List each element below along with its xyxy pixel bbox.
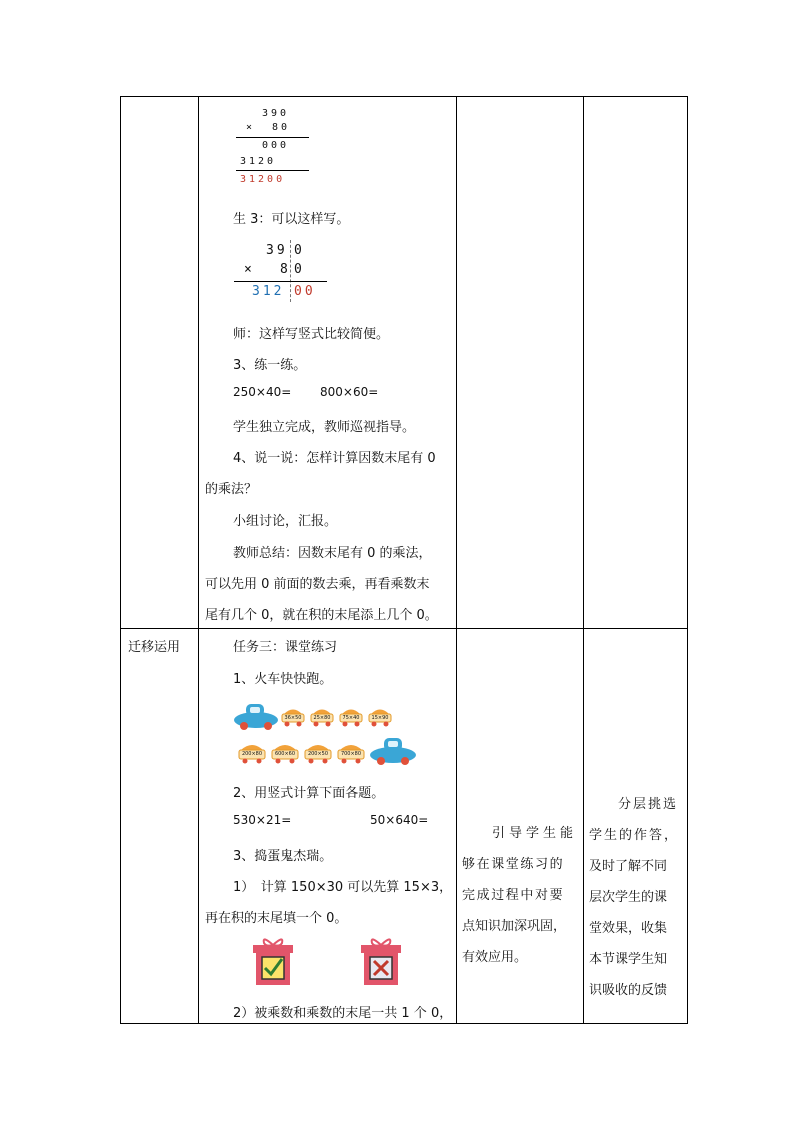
wagon xyxy=(310,705,334,727)
summary-line-2: 可以先用 0 前面的数去乘，再看乘数末 xyxy=(205,577,430,592)
wagon-label: 200×50 xyxy=(307,751,329,757)
calc1-rule-1 xyxy=(236,137,309,138)
wagon xyxy=(339,705,363,727)
gift-cross-icon xyxy=(358,935,404,987)
train-title: 1、火车快快跑。 xyxy=(233,672,333,687)
calc2-multiplicand-zero: 0 xyxy=(294,243,305,258)
calc2-multiplicand-head: 39 xyxy=(266,243,288,258)
col4-line-1: 分层挑选 xyxy=(618,797,679,812)
summary-line-3: 尾有几个 0，就在积的末尾添上几个 0。 xyxy=(205,608,438,623)
col4-line-7: 识吸收的反馈 xyxy=(589,983,668,998)
calc1-result: 31200 xyxy=(240,174,286,185)
calc2-rule xyxy=(234,281,327,282)
gift-check-icon xyxy=(250,935,296,987)
item1-line-2: 再在积的末尾填一个 0。 xyxy=(205,911,348,926)
vertical-calc-title: 2、用竖式计算下面各题。 xyxy=(233,786,385,801)
student3-text: 生 3：可以这样写。 xyxy=(233,212,350,227)
say-line-1: 4、说一说：怎样计算因数末尾有 0 xyxy=(233,451,436,466)
calc2-multiplier-head: 8 xyxy=(280,262,291,277)
col-divider-2 xyxy=(456,97,457,1023)
col3-line-1: 引导学生能 xyxy=(492,826,578,841)
col-divider-3 xyxy=(583,97,584,1023)
wagon xyxy=(238,740,266,764)
wagon-label: 36×50 xyxy=(284,715,302,721)
col4-line-4: 层次学生的课 xyxy=(589,890,668,905)
wagon-label: 600×60 xyxy=(274,751,296,757)
wagon-label: 15×90 xyxy=(371,715,389,721)
col3-line-3: 完成过程中对要 xyxy=(462,888,565,903)
train-engine-icon xyxy=(232,700,280,730)
col4-line-5: 堂效果，收集 xyxy=(589,921,668,936)
wagon xyxy=(304,740,332,764)
practice-q2: 800×60= xyxy=(320,385,379,399)
wagon-label: 700×80 xyxy=(340,751,362,757)
wagon xyxy=(281,705,305,727)
calc2-result-head: 312 xyxy=(252,284,285,299)
col3-line-2: 够在课堂练习的 xyxy=(462,857,565,872)
calc2-dashed-divider xyxy=(290,240,291,302)
practice-title: 3、练一练。 xyxy=(233,358,307,373)
task3-title: 任务三：课堂练习 xyxy=(233,640,338,655)
practice-q1: 250×40= xyxy=(233,385,292,399)
naughty-title: 3、捣蛋鬼杰瑞。 xyxy=(233,849,333,864)
calc1-partial-1: 000 xyxy=(262,140,290,151)
col4-line-2: 学生的作答， xyxy=(589,828,680,843)
group-text: 小组讨论，汇报。 xyxy=(233,514,338,529)
summary-line-1: 教师总结：因数末尾有 0 的乘法， xyxy=(233,546,432,561)
calc2-multiplier-zero: 0 xyxy=(294,262,305,277)
calc1-rule-2 xyxy=(236,170,309,171)
calc2-result-zeros: 00 xyxy=(294,284,316,299)
say-line-2: 的乘法？ xyxy=(205,482,258,497)
item2-text: 2）被乘数和乘数的末尾一共 1 个 0， xyxy=(233,1006,453,1021)
wagon xyxy=(368,705,392,727)
wagon-label: 75×40 xyxy=(342,715,360,721)
col3-line-5: 有效应用。 xyxy=(462,950,528,965)
independent-text: 学生独立完成，教师巡视指导。 xyxy=(233,420,416,435)
wagon-label: 200×80 xyxy=(241,751,263,757)
exercise-q1: 530×21= xyxy=(233,813,292,827)
stage-label: 迁移运用 xyxy=(128,640,181,655)
row-divider xyxy=(121,628,687,629)
col4-line-6: 本节课学生知 xyxy=(589,952,668,967)
calc1-multiplier: 80 xyxy=(272,122,291,133)
col3-line-4: 点知识加深巩固， xyxy=(462,919,567,934)
teacher-text: 师：这样写竖式比较简便。 xyxy=(233,327,390,342)
col-divider-1 xyxy=(198,97,199,1023)
exercise-q2: 50×640= xyxy=(370,813,429,827)
col4-line-3: 及时了解不同 xyxy=(589,859,668,874)
calc1-multiplicand: 390 xyxy=(262,108,290,119)
calc1-operator: × xyxy=(246,122,256,133)
wagon xyxy=(271,740,299,764)
train-engine-icon xyxy=(368,734,418,766)
wagon xyxy=(337,740,365,764)
item1-line-1: 1） 计算 150×30 可以先算 15×3， xyxy=(233,880,453,895)
wagon-label: 25×80 xyxy=(313,715,331,721)
calc2-operator: × xyxy=(244,262,255,277)
calc1-partial-2: 3120 xyxy=(240,156,277,167)
